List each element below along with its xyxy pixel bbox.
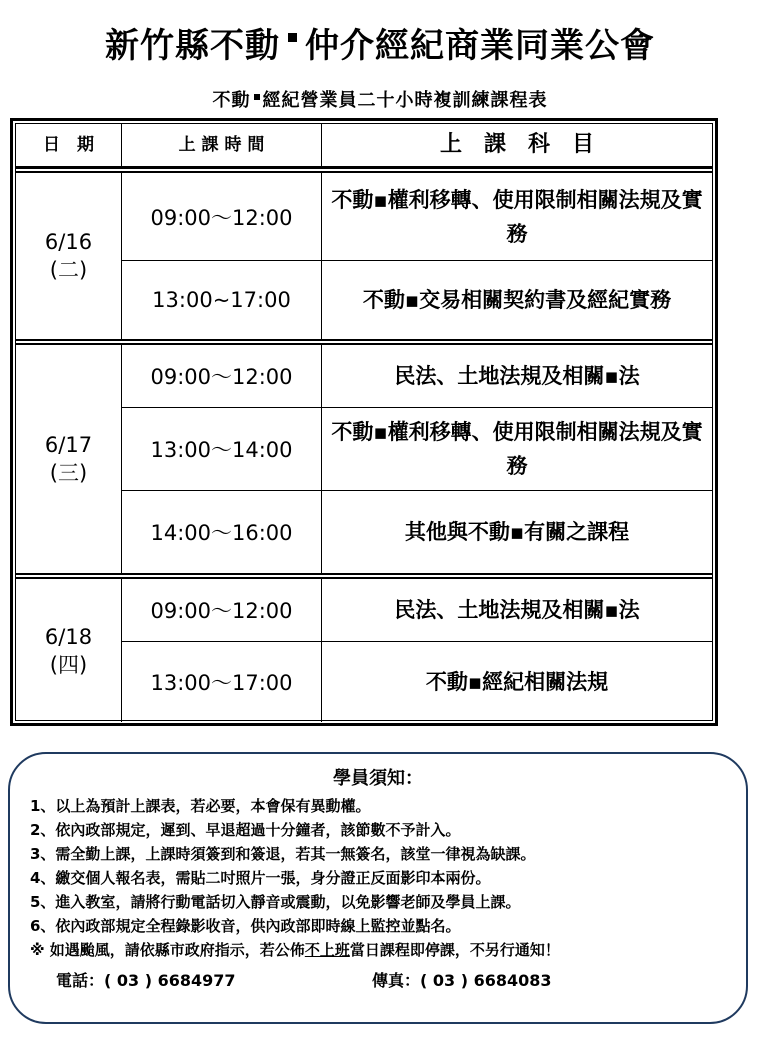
notice-item: 1、以上為預計上課表，若必要，本會保有異動權。 [30,797,371,815]
notice-box [8,752,748,1024]
header-time: 上 課 時 間 [122,124,322,166]
fax-text: 傳真：( 03 ) 6684083 [372,971,552,990]
time-cell: 13:00~17:00 [122,261,322,339]
notice-item: 6、依內政部規定全程錄影收音，供內政部即時線上監控並點名。 [30,917,461,935]
time-cell: 09:00～12:00 [122,173,322,260]
time-cell: 14:00～16:00 [122,491,322,573]
notice-item: 2、依內政部規定，遲到、早退超過十分鐘者，該節數不予計入。 [30,821,461,839]
date-text: 6/16 [44,230,93,254]
weekday-text: (二) [49,258,88,282]
notice-item: 4、繳交個人報名表，需貼二吋照片一張，身分證正反面影印本兩份。 [30,869,491,887]
date-text: 6/17 [44,433,93,457]
time-cell: 09:00～12:00 [122,345,322,407]
weekday-text: (三) [49,461,88,485]
notice-item: 5、進入教室，請將行動電話切入靜音或震動，以免影響老師及學員上課。 [30,893,521,911]
day-cell [16,173,122,339]
subject-cell: 民法、土地法規及相關▪法 [394,364,640,388]
phone-text: 電話：( 03 ) 6684977 [56,971,236,990]
square-glyph [288,33,297,42]
weekday-text: (四) [49,652,88,677]
time-cell: 13:00～14:00 [122,408,322,490]
header-subject: 上 課 科 目 [439,132,594,157]
subject-cell: 不動▪權利移轉、使用限制相關法規及實務 [331,187,703,246]
date-text: 6/18 [44,624,93,649]
underlined-text: 不上班 [304,941,350,959]
page-title: 新竹縣不動 仲介經紀商業同業公會 [105,26,655,66]
subject-cell: 民法、土地法規及相關▪法 [394,598,640,622]
notice-title: 學員須知： [333,768,423,789]
typhoon-notice: ※ 如遇颱風，請依縣市政府指示，若公佈不上班當日課程即停課，不另行通知！ [30,941,560,959]
header-date: 日 期 [16,124,122,166]
subject-cell: 不動▪交易相關契約書及經紀實務 [362,288,672,312]
notice-list [30,794,736,962]
subject-cell: 其他與不動▪有關之課程 [404,520,630,544]
page-subtitle: 不動 經紀營業員二十小時複訓練課程表 [212,90,548,111]
day-cell [16,579,122,722]
time-cell: 09:00～12:00 [122,579,322,641]
table-header-row [16,124,712,167]
square-glyph [254,94,260,100]
day-cell [16,345,122,573]
schedule-table [10,118,718,726]
subject-cell: 不動▪經紀相關法規 [425,670,609,694]
time-cell: 13:00～17:00 [122,642,322,722]
notice-item: 3、需全勤上課，上課時須簽到和簽退，若其一無簽名，該堂一律視為缺課。 [30,845,536,863]
subject-cell: 不動▪權利移轉、使用限制相關法規及實務 [331,420,703,478]
